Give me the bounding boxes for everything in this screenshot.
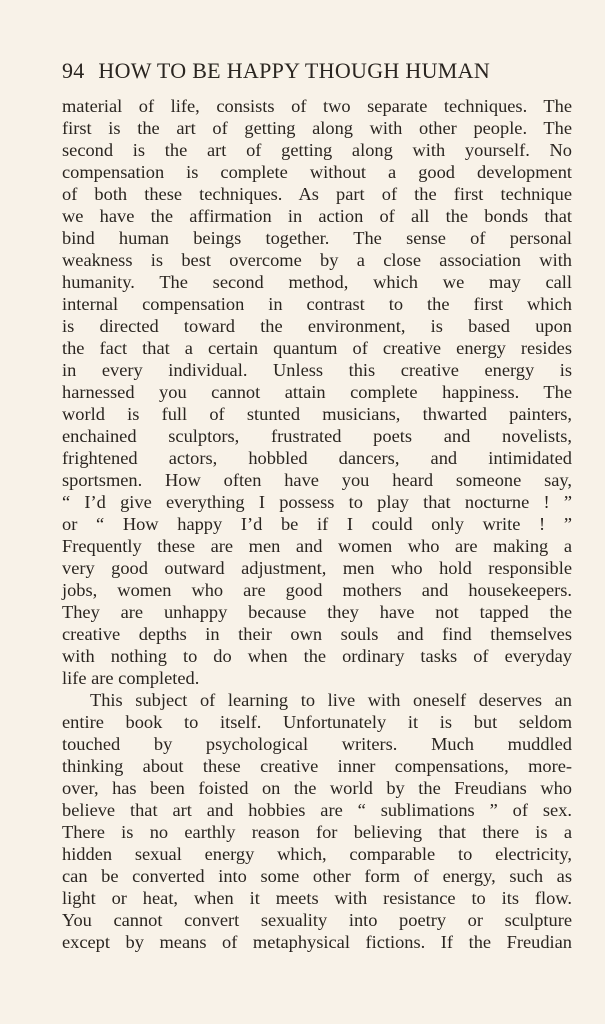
text-line: first is the art of getting along with other people. The [62, 118, 572, 138]
text-line: over, has been foisted on the world by the Freudians who [62, 778, 572, 798]
text-line: is directed toward the environment, is based upon [62, 316, 572, 336]
page-header [62, 58, 562, 90]
text-line: weakness is best overcome by a close association with [62, 250, 572, 270]
text-line: in every individual. Unless this creative energy is [62, 360, 572, 380]
text-line: There is no earthly reason for believing that there is a [62, 822, 572, 842]
running-title: HOW TO BE HAPPY THOUGH HUMAN [98, 58, 491, 83]
page-number: 94 [62, 58, 85, 83]
text-line: can be converted into some other form of energy, such as [62, 866, 572, 886]
text-line: world is full of stunted musicians, thwarted painters, [62, 404, 572, 424]
text-line: believe that art and hobbies are “ sublimations ” of sex. [62, 800, 572, 820]
text-line: thinking about these creative inner compensations, more- [62, 756, 572, 776]
text-line: touched by psychological writers. Much muddled [62, 734, 572, 754]
paragraph-start-line: This subject of learning to live with oneself deserves an [90, 690, 572, 710]
text-line: bind human beings together. The sense of personal [62, 228, 572, 248]
body-text [62, 95, 572, 953]
text-line: creative depths in their own souls and find themselves [62, 624, 572, 644]
text-line: of both these techniques. As part of the first technique [62, 184, 572, 204]
text-line: You cannot convert sexuality into poetry or sculpture [62, 910, 572, 930]
text-line: jobs, women who are good mothers and housekeepers. [62, 580, 572, 600]
text-line: harnessed you cannot attain complete happiness. The [62, 382, 572, 402]
text-line: material of life, consists of two separate techniques. The [62, 96, 572, 116]
text-line: we have the affirmation in action of all the bonds that [62, 206, 572, 226]
text-line: enchained sculptors, frustrated poets and novelists, [62, 426, 572, 446]
text-line: They are unhappy because they have not tapped the [62, 602, 572, 622]
text-line: the fact that a certain quantum of creative energy resides [62, 338, 572, 358]
text-line: hidden sexual energy which, comparable to electricity, [62, 844, 572, 864]
text-line: compensation is complete without a good development [62, 162, 572, 182]
text-line: or “ How happy I’d be if I could only write ! ” [62, 514, 572, 534]
paragraph-end-line: life are completed. [62, 668, 200, 688]
text-line: light or heat, when it meets with resistance to its flow. [62, 888, 572, 908]
text-line: Frequently these are men and women who are making a [62, 536, 572, 556]
text-line: internal compensation in contrast to the first which [62, 294, 572, 314]
text-line: frightened actors, hobbled dancers, and intimidated [62, 448, 572, 468]
text-line: entire book to itself. Unfortunately it is but seldom [62, 712, 572, 732]
text-line: humanity. The second method, which we may call [62, 272, 572, 292]
text-line: very good outward adjustment, men who hold responsible [62, 558, 572, 578]
text-line: sportsmen. How often have you heard someone say, [62, 470, 572, 490]
text-line: second is the art of getting along with yourself. No [62, 140, 572, 160]
text-line: except by means of metaphysical fictions. If the Freudian [62, 932, 572, 952]
text-line: “ I’d give everything I possess to play that nocturne ! ” [62, 492, 572, 512]
text-line: with nothing to do when the ordinary tasks of everyday [62, 646, 572, 666]
